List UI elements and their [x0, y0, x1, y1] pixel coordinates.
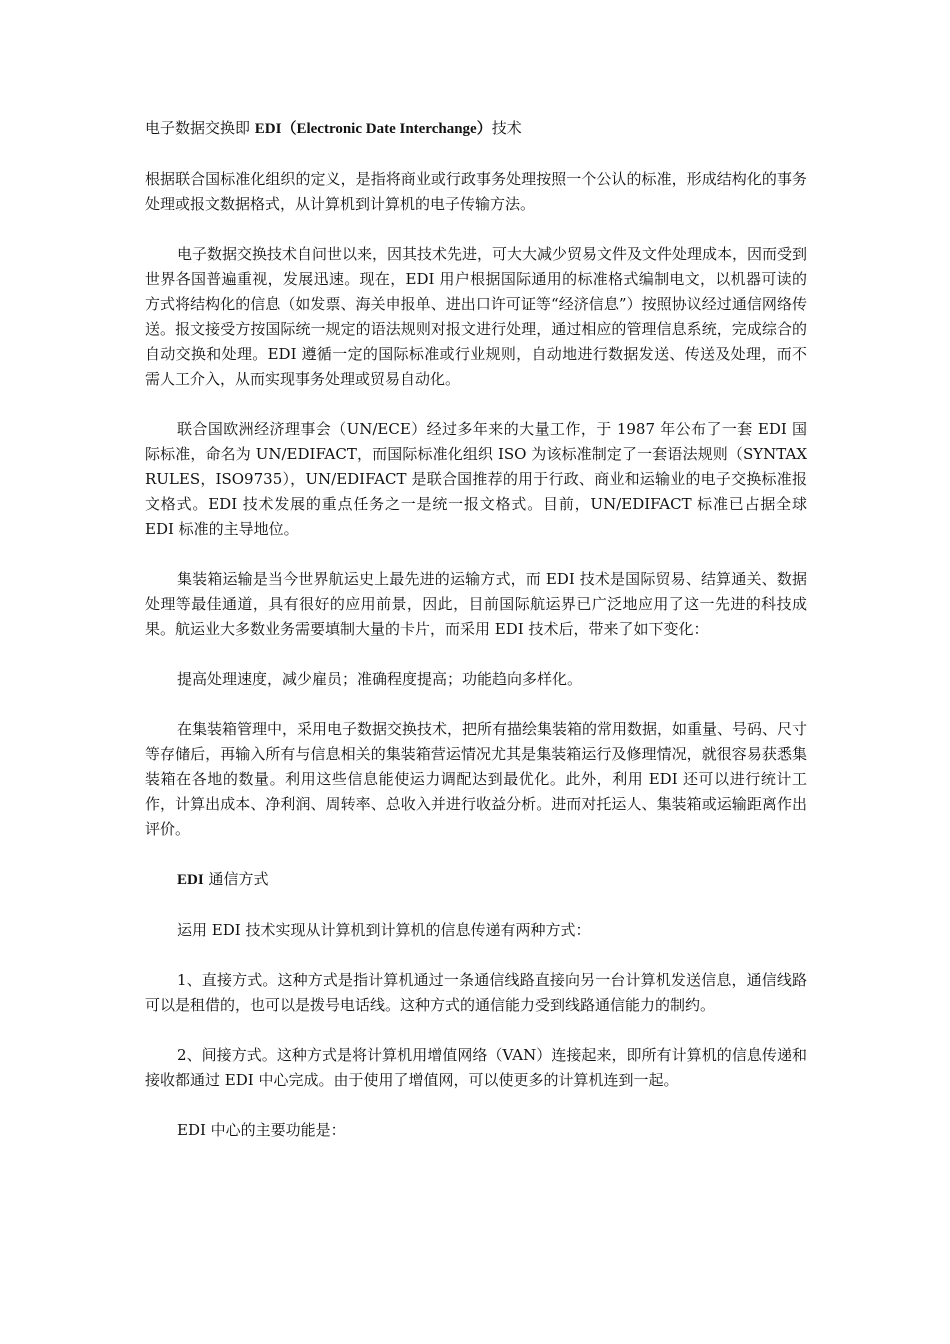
heading-bold: EDI	[177, 872, 204, 888]
title-bold: EDI（Electronic Date Interchange）	[254, 121, 492, 137]
paragraph-container-management: 在集装箱管理中，采用电子数据交换技术，把所有描绘集装箱的常用数据，如重量、号码、尺寸等存储后，再输入所有与信息相关的集装箱营运情况尤其是集装箱运行及修理情况，就很容易获悉集装箱在各地的数量。利用这些信息能使运力调配达到最优化。此外，利用 EDI 还可以进行统计工作，计算出成本、净利润、周转率、总收入并进行收益分析。进而对托运人、集装箱或运输距离作出评价。	[145, 720, 808, 838]
paragraph-standards: 联合国欧洲经济理事会（UN/ECE）经过多年来的大量工作，于 1987 年公布了一套 EDI 国际标准，命名为 UN/EDIFACT，而国际标准化组织 ISO 为该标准制定了一套语法规则（SYNTAX RULES，ISO9735），UN/EDIFACT 是联合国推荐的用于行政、商业和运输业的电子交换标准报文格式。EDI 技术发展的重点任务之一是统一报文格式。目前，UN/EDIFACT 标准已占据全球 EDI 标准的主导地位。	[145, 420, 807, 538]
section-heading-communication	[145, 867, 807, 893]
paragraph-direct-mode: 1、直接方式。这种方式是指计算机通过一条通信线路直接向另一台计算机发送信息，通信线路可以是租借的，也可以是拨号电话线。这种方式的通信能力受到线路通信能力的制约。	[145, 971, 807, 1014]
paragraph-container-transport: 集装箱运输是当今世界航运史上最先进的运输方式，而 EDI 技术是国际贸易、结算通关、数据处理等最佳通道，具有很好的应用前景，因此，目前国际航运界已广泛地应用了这一先进的科技成果。航运业大多数业务需要填制大量的卡片，而采用 EDI 技术后，带来了如下变化：	[145, 570, 807, 638]
document-title	[145, 116, 807, 142]
paragraph-definition: 根据联合国标准化组织的定义，是指将商业或行政事务处理按照一个公认的标准，形成结构化的事务处理或报文数据格式，从计算机到计算机的电子传输方法。	[145, 170, 807, 213]
title-prefix: 电子数据交换即	[145, 119, 255, 137]
paragraph-development: 电子数据交换技术自问世以来，因其技术先进，可大大减少贸易文件及文件处理成本，因而受到世界各国普遍重视，发展迅速。现在，EDI 用户根据国际通用的标准格式编制电文，以机器可读的方式将结构化的信息（如发票、海关申报单、进出口许可证等“经济信息”）按照协议经过通信网络传送。报文接受方按国际统一规定的语法规则对报文进行处理，通过相应的管理信息系统，完成综合的自动交换和处理。EDI 遵循一定的国际标准或行业规则，自动地进行数据发送、传送及处理，而不需人工介入，从而实现事务处理或贸易自动化。	[145, 245, 808, 388]
title-suffix: 技术	[491, 119, 522, 137]
paragraph-two-modes: 运用 EDI 技术实现从计算机到计算机的信息传递有两种方式：	[177, 921, 591, 939]
paragraph-indirect-mode: 2、间接方式。这种方式是将计算机用增值网络（VAN）连接起来，即所有计算机的信息传递和接收都通过 EDI 中心完成。由于使用了增值网，可以使更多的计算机连到一起。	[145, 1046, 807, 1089]
paragraph-edi-center: EDI 中心的主要功能是：	[177, 1121, 346, 1139]
document-body	[145, 116, 807, 1168]
paragraph-changes: 提高处理速度，减少雇员；准确程度提高；功能趋向多样化。	[177, 670, 583, 688]
heading-rest: 通信方式	[203, 870, 269, 888]
